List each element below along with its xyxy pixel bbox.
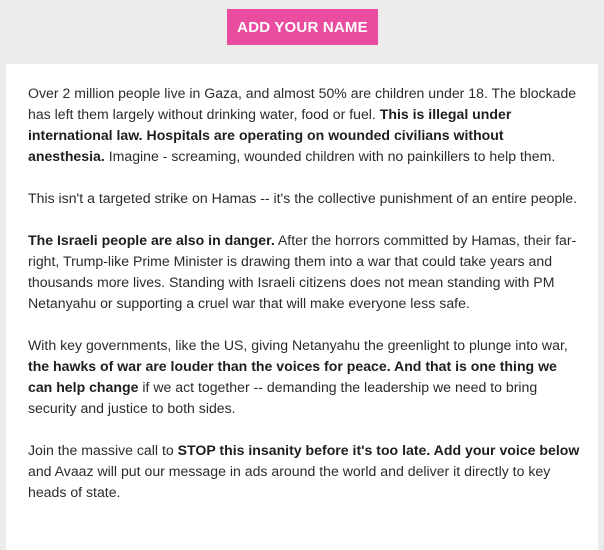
- p5-text-a: Join the massive call to: [28, 442, 178, 458]
- paragraph-gaza-blockade: [28, 83, 584, 167]
- paragraph-key-governments: [28, 335, 584, 419]
- p3-bold-danger: The Israeli people are also in danger.: [28, 232, 275, 248]
- p4-text-a: With key governments, like the US, giving Netanyahu the greenlight to plunge into war,: [28, 337, 568, 353]
- email-body: [6, 64, 598, 550]
- paragraph-israeli-people: [28, 230, 584, 314]
- cta-band: [0, 0, 604, 64]
- add-your-name-button[interactable]: ADD YOUR NAME: [227, 9, 378, 45]
- p4-text-c: if we act together -- demanding the leadership we need to bring security and justice to both sides.: [28, 379, 538, 416]
- paragraph-collective-punishment: [28, 188, 584, 209]
- p4-bold-hawks: the hawks of war are louder than the voices for peace. And that is one thing we can help change: [28, 358, 557, 395]
- p2-text-a: This isn't a targeted strike on Hamas -- it's the collective punishment of an entire people.: [28, 190, 578, 206]
- p1-text-c: Imagine - screaming, wounded children with no painkillers to help them.: [104, 148, 556, 164]
- paragraph-join-call: [28, 440, 584, 503]
- p1-bold-illegal: This is illegal under international law. Hospitals are operating on wounded civilians without anesthesia.: [28, 106, 512, 164]
- p1-text-a: Over 2 million people live in Gaza, and almost 50% are children under 18. The blockade has left them largely without drinking water, food or fuel.: [28, 85, 577, 122]
- p5-bold-stop: STOP this insanity before it's too late. Add your voice below: [177, 442, 580, 458]
- p3-text-b: After the horrors committed by Hamas, their far-right, Trump-like Prime Minister is drawing them into a war that could take years and thousands more lives. Standing with Israeli citizens does not mean standing with PM Netanyahu or supporting a cruel war that will make everyone less safe.: [28, 232, 577, 311]
- p5-text-c: and Avaaz will put our message in ads around the world and deliver it directly to key heads of state.: [28, 463, 551, 500]
- article-text: [28, 83, 584, 524]
